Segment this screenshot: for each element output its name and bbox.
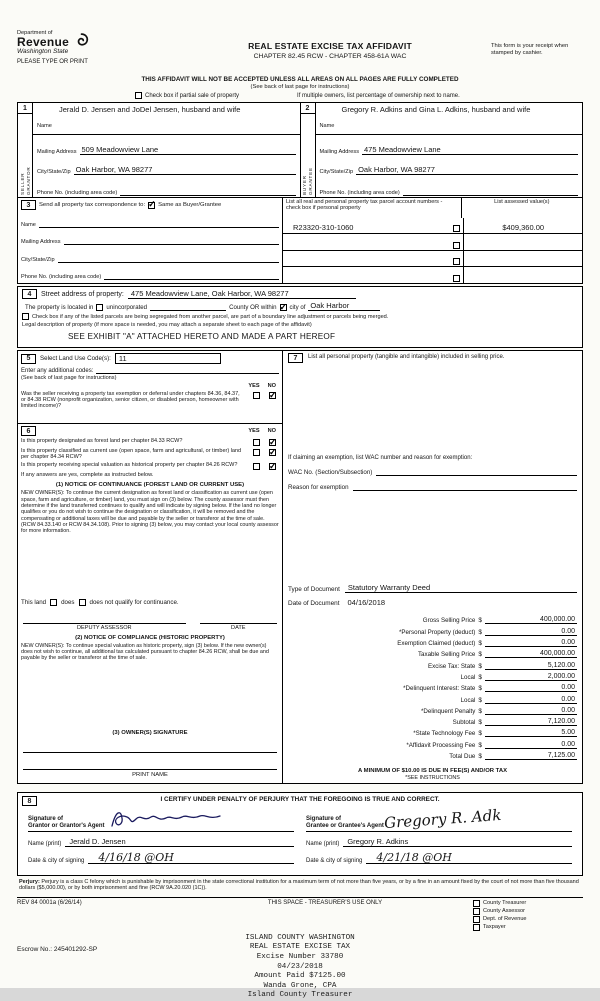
- buyer-section-number: 2: [301, 103, 315, 114]
- forest-land-section: 6 YES NO Is this property designated as forest land per chapter 84.33 RCW? ✓ Is this property classified as current use (open space, farm and agricultural, or timber) land per chapter 84.34 RCW? ✓ Is this property receiving special valuation as historical property per chapter 84.26 RCW? ✓ If any answers are yes, complete as instructed below. (1) NOTICE OF CONTINUANCE (FOREST LAND OR CURRENT USE) NEW OWNER(S): To continue the current designation as forest land or classification as current use (open space, farm and agriculture, or timber) land, you must sign on (3) below. The county assessor must then determine if the land transferred continues to qualify and will indicate by signing below. If the land no longer qualifies or you do not wish to continue the designation or classification, it will be removed and the compensating or additional taxes will be due and payable by the seller or transferor at the time of sale. (RCW 84.33.140 or RCW 84.34.108). Prior to signing (3) below, you may contact your local county assessor for more information. This land does does not qualify for continuance. DEPUTY ASSESSOR DATE (2) NOTICE OF COMPLIANCE (HISTORIC PROPERTY) NEW OWNER(S): To continue special valuation as historic property, sign (3) below. If the new owner(s) does not wish to continue, all additional tax calculated pursuant to chapter 84.26 RCW, shall be due and payable by the seller or transferor at the time of sale. (3) OWNER(S) SIGNATURE PRINT NAME: [18, 424, 282, 783]
- seller-section-number: 1: [18, 103, 32, 114]
- doc-date-value: 04/16/2018: [347, 598, 386, 608]
- does-qualify-checkbox[interactable]: [50, 599, 57, 606]
- forest-yes-checkbox[interactable]: [253, 439, 260, 446]
- personal-property-checkbox-3[interactable]: [453, 258, 460, 265]
- form-chapter: CHAPTER 82.45 RCW - CHAPTER 458-61A WAC: [253, 53, 407, 60]
- dept-of-label: Department of: [17, 30, 53, 36]
- owners-signature-title: (3) OWNER(S) SIGNATURE: [112, 730, 188, 736]
- unincorporated-label: unincorporated: [106, 304, 148, 311]
- county-assessor-checkbox[interactable]: [473, 908, 480, 915]
- street-address-label: Street address of property:: [41, 290, 124, 298]
- certify-statement: I CERTIFY UNDER PENALTY OF PERJURY THAT THE FOREGOING IS TRUE AND CORRECT.: [160, 796, 440, 803]
- doc-type-field[interactable]: [288, 583, 577, 593]
- parcel-row-3: [283, 251, 582, 267]
- county-treasurer-checkbox[interactable]: [473, 900, 480, 907]
- county-blank[interactable]: [150, 303, 226, 311]
- affidavit-processing-fee[interactable]: 0.00: [485, 741, 577, 749]
- grantor-signature-field[interactable]: Signature of Grantor or Grantor's Agent: [28, 806, 294, 832]
- correspondence-csz-field[interactable]: City/State/Zip: [21, 246, 279, 264]
- print-name-label: PRINT NAME: [132, 772, 168, 778]
- tax-row-delinquent-state: *Delinquent Interest: State $ 0.00: [403, 684, 575, 693]
- parcel-row-4: [283, 267, 582, 283]
- buyer-grantee-strip: BUYER GRANTEE: [302, 167, 313, 195]
- buyer-section: [301, 102, 584, 198]
- doc-type-label: Type of Document: [288, 586, 340, 594]
- forest-question-row: Is this property designated as forest land per chapter 84.33 RCW? ✓: [21, 438, 279, 446]
- deputy-date-line[interactable]: [200, 616, 277, 624]
- dept-revenue-checkbox[interactable]: [473, 916, 480, 923]
- delinquent-interest-state[interactable]: 0.00: [485, 684, 577, 692]
- tax-row-excise-state: Excise Tax: State $ 5,120.00: [428, 661, 575, 670]
- grantee-name-value: Gregory R. Adkins: [343, 837, 572, 847]
- wac-number-field[interactable]: [288, 468, 577, 476]
- tax-row-delinquent-local: Local $ 0.00: [460, 695, 575, 704]
- correspondence-name-field[interactable]: Name: [21, 211, 279, 229]
- see-back-note: (See back of last page for instructions): [21, 375, 117, 381]
- city-value[interactable]: Oak Harbor: [308, 301, 380, 311]
- please-type-label: PLEASE TYPE OR PRINT: [17, 59, 88, 65]
- historic-no-checkbox[interactable]: [269, 463, 276, 470]
- tax-computation-section: [283, 350, 583, 784]
- partial-sale-row[interactable]: [135, 92, 239, 99]
- tax-row-tech-fee: *State Technology Fee $ 5.00: [413, 729, 575, 738]
- form-title: REAL ESTATE EXCISE TAX AFFIDAVIT: [248, 41, 412, 51]
- answers-yes-note: If any answers are yes, complete as instructed below.: [21, 472, 154, 479]
- seller-mailing-field[interactable]: Mailing Address 509 Meadowview Lane: [33, 135, 300, 156]
- treasurer-stamp: ISLAND COUNTY WASHINGTON REAL ESTATE EXCISE TAX Excise Number 33780 04/23/2018 Amount Paid $7125.00 Wanda Grone, CPA Island County Treasurer: [245, 933, 355, 1000]
- forest-no-checkbox[interactable]: [269, 439, 276, 446]
- see-instructions-note: *SEE INSTRUCTIONS: [405, 775, 460, 782]
- taxable-selling-price[interactable]: 400,000.00: [485, 650, 577, 658]
- warning-sub: (See back of last page for instructions): [250, 84, 350, 90]
- current-use-no-checkbox[interactable]: [269, 449, 276, 456]
- copy-county-assessor[interactable]: County Assessor: [473, 908, 583, 915]
- grantee-date-field[interactable]: Date & city of signing 4/21/18 @OH: [306, 852, 572, 864]
- located-in-label: The property is located in: [25, 304, 94, 311]
- delinquent-interest-local[interactable]: 0.00: [485, 696, 577, 704]
- deferral-question-row: [21, 391, 279, 410]
- street-address-value[interactable]: 475 Meadowview Lane, Oak Harbor, WA 98277: [128, 289, 356, 299]
- doc-date-label: Date of Document: [288, 600, 340, 608]
- city-checkbox[interactable]: [280, 304, 287, 311]
- copy-dept-revenue[interactable]: Dept. of Revenue: [473, 916, 583, 923]
- notice-compliance-text: NEW OWNER(S): To continue special valuation as historic property, sign (3) below. If the new owner(s) does not wish to continue, all additional tax calculated pursuant to chapter 84.26 RCW, shall be due and payable by the seller or transferor at the time of sale.: [21, 642, 269, 662]
- legal-description-value[interactable]: SEE EXHIBIT "A" ATTACHED HERETO AND MADE A PART HEREOF: [68, 332, 336, 341]
- parcel-number-value[interactable]: R23320-310-1060: [293, 223, 354, 233]
- warning-line: THIS AFFIDAVIT WILL NOT BE ACCEPTED UNLESS ALL AREAS ON ALL PAGES ARE FULLY COMPLETED: [141, 76, 459, 83]
- section3-number: 3: [21, 200, 36, 210]
- copy-taxpayer[interactable]: Taxpayer: [473, 924, 583, 931]
- treasurer-use-label: THIS SPACE - TREASURER'S USE ONLY: [267, 899, 383, 906]
- section5-number: 5: [21, 354, 36, 364]
- personal-property-label: List all personal property (tangible and intangible) included in selling price.: [308, 354, 505, 360]
- continuance-qualify-row: This land does does not qualify for continuance.: [21, 598, 179, 606]
- tax-row-excise-local: Local $ 2,000.00: [460, 672, 575, 681]
- parcel-numbers-header: List all real and personal property tax parcel account numbers - check box if personal property: [283, 198, 462, 218]
- washington-state-label: Washington State: [17, 48, 69, 55]
- send-correspondence-label: Send all property tax correspondence to:: [39, 202, 146, 208]
- taxpayer-checkbox[interactable]: [473, 924, 480, 931]
- correspondence-phone-field[interactable]: Phone No. (including area code): [21, 264, 279, 282]
- receipt-note: This form is your receipt when stamped by cashier.: [491, 43, 569, 56]
- parcel-row-2: [283, 234, 582, 250]
- land-use-section: 5 Select Land Use Code(s): 11 Enter any additional codes: (See back of last page for instructions) YES NO Was the seller receiving a property tax exemption or deferral under chapters 84.36, 84.37, or 84.38 RCW (nonprofit organization, senior citizen, or disabled person, homeowner with limited income)? ✓: [18, 351, 282, 424]
- tax-row-exemption: Exemption Claimed (deduct) $ 0.00: [397, 639, 575, 648]
- notice-continuance-text: NEW OWNER(S): To continue the current designation as forest land or classification as current use (open space, farm and agriculture, or timber) land, you must sign on (3) below. The county assessor must then determine if the land transferred continues to qualify and will indicate by signing below. If the land no longer qualifies or you do not wish to continue the designation or classification, it will be removed and the compensating or additional taxes will be due and payable by the seller or transferor at the time of sale. (RCW 84.33.140 or RCW 84.34.108). Prior to signing (3) below, you may contact your local county assessor for more information.: [21, 490, 279, 535]
- deferral-question: Was the seller receiving a property tax exemption or deferral under chapters 84.36, 84.37, or 84.38 RCW (nonprofit organization, senior citizen, or disabled person, homeowner with limited income)?: [21, 391, 240, 410]
- grantor-name-field[interactable]: Name (print) Jerald D. Jensen: [28, 837, 294, 847]
- personal-property-deduct[interactable]: 0.00: [485, 628, 577, 636]
- does-not-qualify-checkbox[interactable]: [79, 599, 86, 606]
- grantor-signature-block: [22, 806, 300, 864]
- legal-description-label: Legal description of property (if more space is needed, you may attach a separate sheet to each page of the affidavit): [22, 322, 312, 328]
- assessed-value-header: List assessed value(s): [494, 199, 550, 205]
- tax-row-personal: *Personal Property (deduct) $ 0.00: [399, 627, 575, 636]
- land-use-code-value[interactable]: 11: [115, 353, 221, 364]
- city-of-label: city of: [289, 304, 306, 311]
- revenue-logo-icon: [73, 32, 90, 49]
- tax-row-penalty: *Delinquent Penalty $ 0.00: [421, 706, 575, 715]
- grantor-date-field[interactable]: Date & city of signing 4/16/18 @OH: [28, 852, 294, 864]
- land-use-label: Select Land Use Code(s):: [40, 355, 111, 362]
- minimum-due-note: A MINIMUM OF $10.00 IS DUE IN FEE(S) AND/OR TAX: [357, 768, 508, 775]
- seller-name-field[interactable]: Name Jerald D. Jensen and JoDel Jensen, husband and wife: [33, 103, 300, 135]
- state-technology-fee[interactable]: 5.00: [485, 729, 577, 737]
- tax-row-subtotal: Subtotal $ 7,120.00: [452, 718, 575, 727]
- county-or-label: County OR within: [229, 304, 277, 311]
- section6-number: 6: [21, 426, 36, 436]
- seller-csz-field[interactable]: City/State/Zip Oak Harbor, WA 98277: [33, 156, 300, 177]
- grantee-signature: Gregory R. Adk: [383, 805, 502, 833]
- parcel-row-1: [283, 218, 582, 234]
- historic-question-row: Is this property receiving special valuation as historical property per chapter 84.26 RCW? ✓: [21, 462, 279, 470]
- buyer-mailing-field[interactable]: Mailing Address 475 Meadowview Lane: [316, 135, 583, 156]
- same-as-buyer-checkbox[interactable]: [148, 202, 155, 209]
- exemption-claimed[interactable]: 0.00: [485, 639, 577, 647]
- seller-phone-field[interactable]: Phone No. (including area code): [33, 176, 300, 197]
- gross-selling-price[interactable]: 400,000.00: [485, 616, 577, 624]
- total-due[interactable]: 7,125.00: [485, 752, 577, 760]
- exemption-label: If claiming an exemption, list WAC number and reason for exemption:: [288, 454, 473, 461]
- grantor-date-value: 4/16/18 @OH: [88, 852, 294, 864]
- tax-table: [288, 613, 577, 760]
- additional-codes-label: Enter any additional codes:: [21, 368, 94, 374]
- personal-property-checkbox-4[interactable]: [453, 275, 460, 282]
- assessed-value[interactable]: $409,360.00: [502, 223, 545, 233]
- rev-number: REV 84 0001a (6/26/14): [17, 899, 82, 906]
- section4-number: 4: [22, 289, 37, 299]
- subtotal[interactable]: 7,120.00: [485, 718, 577, 726]
- grantee-signature-block: [300, 806, 578, 864]
- buyer-phone-field[interactable]: Phone No. (including area code): [316, 176, 583, 197]
- deputy-assessor-label: DEPUTY ASSESSOR: [76, 624, 132, 631]
- reason-exemption-field[interactable]: [288, 483, 577, 491]
- perjury-statement: Perjury: Perjury is a class C felony which is punishable by imprisonment in the state correctional institution for a maximum term of not more than five years, or by a fine in an amount fixed by the court of not more than five thousand dollars ($5,000.00), or by both imprisonment and fine (RCW 9A.20.020 (1C)).: [19, 879, 579, 892]
- owner-signature-line-2[interactable]: [23, 753, 277, 770]
- deputy-assessor-signature-line[interactable]: [23, 616, 186, 624]
- escrow-number: Escrow No.: 245401292-SP: [17, 945, 98, 953]
- copy-distribution-list: [473, 900, 583, 931]
- segregated-label: Check box if any of the listed parcels are being segregated from another parcel, are part of a boundary line adjustment or parcels being merged.: [32, 313, 389, 320]
- seller-section: [17, 102, 301, 198]
- date-label: DATE: [231, 624, 246, 631]
- personal-property-checkbox-1[interactable]: [453, 225, 460, 232]
- partial-sale-checkbox[interactable]: [135, 92, 142, 99]
- deferral-yes-checkbox[interactable]: [253, 392, 260, 399]
- doc-date-field[interactable]: [288, 598, 577, 607]
- doc-type-value: Statutory Warranty Deed: [345, 583, 577, 593]
- notice-compliance-title: (2) NOTICE OF COMPLIANCE (HISTORIC PROPERTY): [75, 634, 225, 641]
- current-use-yes-checkbox[interactable]: [253, 449, 260, 456]
- revenue-wordmark: Revenue: [17, 35, 70, 49]
- revenue-logo: [17, 30, 169, 76]
- copy-county-treasurer[interactable]: County Treasurer: [473, 900, 583, 907]
- buyer-name-field[interactable]: Name Gregory R. Adkins and Gina L. Adkins, husband and wife: [316, 103, 583, 135]
- current-use-question-row: Is this property classified as current use (open space, farm and agricultural, or timber) land per chapter 84.34 RCW? ✓: [21, 448, 279, 460]
- deferral-no-checkbox[interactable]: [269, 392, 276, 399]
- seller-grantor-strip: SELLER GRANTOR: [19, 166, 31, 195]
- grantee-date-value: 4/21/18 @OH: [366, 852, 572, 864]
- form-header: [17, 30, 583, 76]
- additional-codes-field[interactable]: [21, 366, 279, 374]
- certification-section: [17, 792, 583, 876]
- property-address-section: [17, 286, 583, 348]
- partial-sale-label: Check box if partial sale of property: [145, 92, 240, 99]
- grantor-name-value: Jerald D. Jensen: [65, 837, 294, 847]
- grantor-signature: [108, 806, 248, 830]
- same-as-buyer-label: Same as Buyer/Grantee: [158, 202, 222, 208]
- owner-signature-line-1[interactable]: [23, 736, 277, 753]
- wac-label: WAC No. (Section/Subsection): [288, 468, 373, 476]
- grantee-name-field[interactable]: Name (print) Gregory R. Adkins: [306, 837, 572, 847]
- delinquent-penalty[interactable]: 0.00: [485, 707, 577, 715]
- multiple-owners-note: If multiple owners, list percentage of ownership next to name.: [297, 92, 460, 99]
- tax-row-processing-fee: *Affidavit Processing Fee $ 0.00: [406, 740, 575, 749]
- excise-tax-state[interactable]: 5,120.00: [485, 662, 577, 670]
- middle-columns: [17, 350, 583, 784]
- tax-row-gross: Gross Selling Price $ 400,000.00: [422, 616, 575, 625]
- tax-correspondence-section: [17, 198, 583, 284]
- correspondence-mailing-field[interactable]: Mailing Address: [21, 229, 279, 247]
- tax-row-total: Total Due $ 7,125.00: [449, 752, 575, 761]
- section8-number: 8: [22, 796, 37, 806]
- form-footer: [17, 897, 583, 1001]
- parties-row: [17, 102, 583, 198]
- historic-yes-checkbox[interactable]: [253, 463, 260, 470]
- grantee-signature-field[interactable]: Signature of Grantee or Grantee's Agent Gregory R. Adk: [306, 806, 572, 832]
- unincorporated-checkbox[interactable]: [96, 304, 103, 311]
- segregated-checkbox[interactable]: [22, 313, 29, 320]
- buyer-csz-field[interactable]: City/State/Zip Oak Harbor, WA 98277: [316, 156, 583, 177]
- excise-tax-local[interactable]: 2,000.00: [485, 673, 577, 681]
- reason-label: Reason for exemption: [288, 483, 349, 491]
- personal-property-checkbox-2[interactable]: [453, 242, 460, 249]
- notice-continuance-title: (1) NOTICE OF CONTINUANCE (FOREST LAND OR CURRENT USE): [55, 482, 245, 489]
- tax-row-taxable: Taxable Selling Price $ 400,000.00: [417, 650, 575, 659]
- top-options-row: [17, 91, 583, 102]
- section7-number: 7: [288, 353, 303, 363]
